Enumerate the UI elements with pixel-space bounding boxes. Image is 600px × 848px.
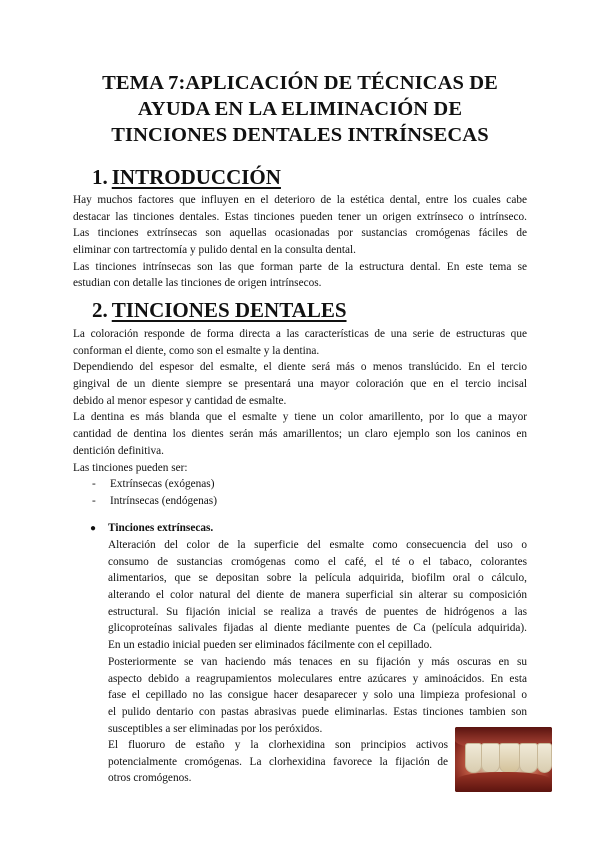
list-item: - Extrínsecas (exógenas)	[92, 478, 215, 490]
text-line: Las tinciones pueden ser:	[73, 461, 188, 474]
title-line: TINCIONES DENTALES INTRÍNSECAS	[111, 124, 489, 146]
text-line: cantidad de dentina los dientes serán más amarillentos; un claro ejemplo son los caninos en	[73, 428, 527, 441]
text-line: Posteriormente se van haciendo más tenaces en su fijación y más oscuras en su	[108, 655, 527, 668]
text-line: conforman el diente, como son el esmalte y la dentina.	[73, 344, 320, 357]
text-line: Las tinciones extrínsecas son aquellas ocasionadas por sustancias cromógenas fáciles de	[73, 227, 527, 240]
section-heading-introduccion	[92, 165, 281, 190]
bullet-icon: ●	[90, 523, 97, 534]
tinciones-paragraph	[73, 326, 527, 476]
title-line: TEMA 7:APLICACIÓN DE TÉCNICAS DE	[102, 72, 498, 94]
text-line: debido al menor espesor y cantidad de esmalte.	[73, 394, 287, 407]
text-line: Dependiendo del espesor del esmalte, el diente será más o menos translúcido. En el tercio	[73, 361, 527, 374]
extrinsecas-paragraph	[108, 537, 527, 737]
section-number: 2.	[92, 298, 108, 322]
page-title	[40, 70, 560, 148]
section-title: TINCIONES DENTALES	[111, 298, 347, 322]
text-line: destacar las tinciones dentales. Estas tinciones pueden tener un origen extrínseco o intrínseco.	[73, 210, 527, 223]
list-item: - Intrínsecas (endógenas)	[92, 494, 217, 507]
text-line: aspecto debido a reagrupamientos moleculares entre azúcares y aminoácidos. En esta	[108, 672, 527, 685]
clorhexidina-paragraph	[108, 737, 448, 787]
text-line: otros cromógenos.	[108, 772, 192, 785]
text-line: La dentina es más blanda que el esmalte y tiene un color amarillento, por lo que a mayor	[73, 411, 527, 424]
section-title: INTRODUCCIÓN	[111, 165, 281, 189]
text-line: estudian con detalle las tinciones de origen intrínsecos.	[73, 277, 322, 290]
text-line: alimentarios, que se depositan sobre la película adquirida, biofilm oral o cálculo,	[108, 572, 527, 585]
text-line: gingival de un diente siempre se presentará una mayor coloración que en el tercio incisal	[73, 378, 527, 391]
text-line: fase el cepillado no las consigue hacer desaparecer y solo una limpieza profesional o	[108, 689, 527, 702]
text-line: La coloración responde de forma directa a las características de una serie de estructuras que	[73, 328, 527, 340]
bullet-title: Tinciones extrínsecas.	[108, 522, 214, 534]
section-heading-tinciones	[92, 298, 347, 323]
text-line: En un estadio inicial pueden ser eliminados fácilmente con el cepillado.	[108, 639, 433, 652]
text-line: Las tinciones intrínsecas son las que forman parte de la estructura dental. En este tema se	[73, 260, 527, 273]
text-line: eliminar con tartrectomía y pulido dental en la consulta dental.	[73, 244, 356, 257]
text-line: glicoproteínas salivales fijadas al diente mediante puentes de Ca (película adquirida).	[108, 622, 527, 635]
intro-paragraph	[73, 192, 527, 292]
text-line: estructural. Su fijación inicial se realiza a través de puentes de hidrógenos a las	[108, 605, 527, 618]
text-line: Alteración del color de la superficie del esmalte como consecuencia del uso o	[108, 539, 527, 551]
text-line: susceptibles a ser eliminadas por los peróxidos.	[108, 722, 323, 735]
title-line: AYUDA EN LA ELIMINACIÓN DE	[137, 98, 463, 120]
stained-teeth-photo	[455, 727, 552, 792]
tinciones-list	[92, 476, 217, 509]
section-number: 1.	[92, 165, 108, 189]
text-line: Hay muchos factores que influyen en el deterioro de la estética dental, entre los cuales cabe	[73, 194, 527, 206]
text-line: El fluoruro de estaño y la clorhexidina son principios activos	[108, 739, 448, 751]
text-line: potencialmente cromógenas. La clorhexidina favorece la fijación de	[108, 755, 448, 768]
text-line: el pulido dentario con pastas abrasivas puede eliminarlas. Estas tinciones tambien son	[108, 705, 527, 718]
text-line: alterando el color natural del diente de manera superficial sin alterar su composición	[108, 589, 527, 602]
text-line: dentición definitiva.	[73, 444, 164, 457]
text-line: consumo de sustancias cromógenas como el café, el té o el tabaco, colorantes	[108, 555, 527, 568]
bullet-heading-extrinsecas	[90, 520, 213, 538]
